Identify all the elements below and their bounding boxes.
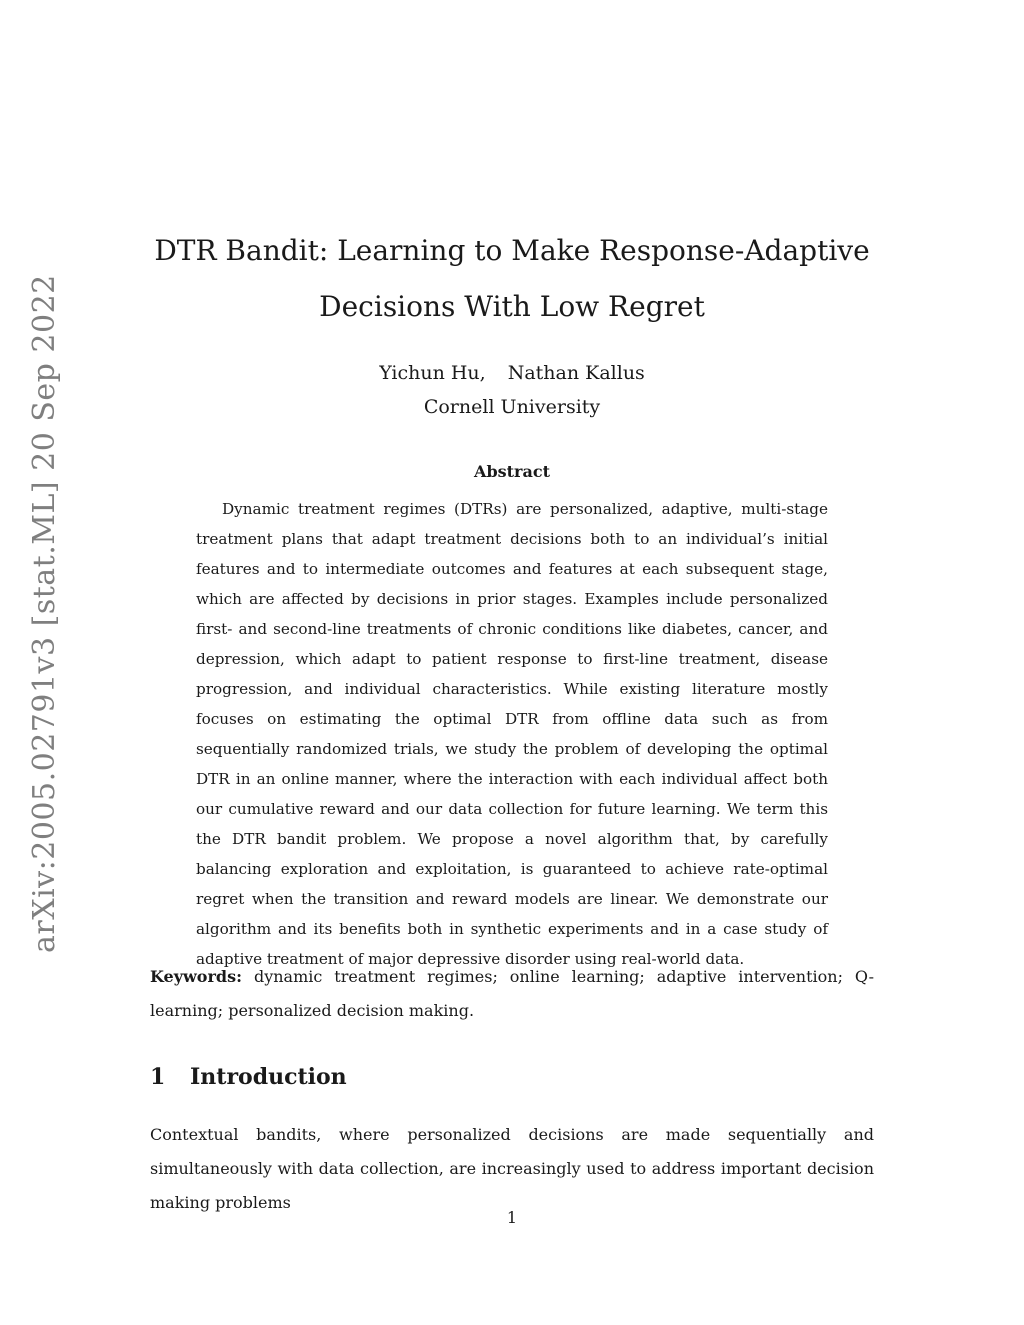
- author-name: Yichun Hu,: [379, 362, 486, 384]
- title-line-2: Decisions With Low Regret: [319, 290, 705, 323]
- section-title: Introduction: [190, 1064, 347, 1090]
- arxiv-identifier: arXiv:2005.02791v3 [stat.ML] 20 Sep 2022: [27, 274, 62, 953]
- abstract-text: Dynamic treatment regimes (DTRs) are personalized, adaptive, multi-stage treatment plans that adapt treatment decisions both to an individual’s initial features and to intermediate outcomes and features at each subsequent stage, which are affected by decisions in prior stages. Examples include personalized first- and second-line treatments of chronic conditions like diabetes, cancer, and depression, which adapt to patient response to first-line treatment, disease progression, and individual characteristics. While existing literature mostly focuses on estimating the optimal DTR from offline data such as from sequentially randomized trials, we study the problem of developing the optimal DTR in an online manner, where the interaction with each individual affect both our cumulative reward and our data collection for future learning. We term this the DTR bandit problem. We propose a novel algorithm that, by carefully balancing exploration and exploitation, is guaranteed to achieve rate-optimal regret when the transition and reward models are linear. We demonstrate our algorithm and its benefits both in synthetic experiments and in a case study of adaptive treatment of major depressive disorder using real-world data.: [196, 500, 828, 968]
- keywords-text: dynamic treatment regimes; online learning; adaptive intervention; Q-learning; personalized decision making.: [150, 967, 875, 1020]
- page-number: 1: [506, 1208, 518, 1227]
- abstract-heading: Abstract: [474, 462, 550, 481]
- section-heading: [150, 1064, 347, 1090]
- author-name: Nathan Kallus: [507, 362, 645, 384]
- keywords-label: Keywords:: [150, 967, 243, 986]
- paper-title: [150, 223, 874, 335]
- author-names: [150, 356, 874, 390]
- author-affiliation: Cornell University: [423, 396, 601, 418]
- author-block: [150, 356, 874, 424]
- keywords: [150, 960, 874, 1028]
- section-number: 1: [150, 1064, 166, 1090]
- title-line-1: DTR Bandit: Learning to Make Response-Adaptive: [154, 234, 870, 267]
- introduction-paragraph: Contextual bandits, where personalized decisions are made sequentially and simultaneously with data collection, are increasingly used to address important decision making problems: [150, 1125, 874, 1212]
